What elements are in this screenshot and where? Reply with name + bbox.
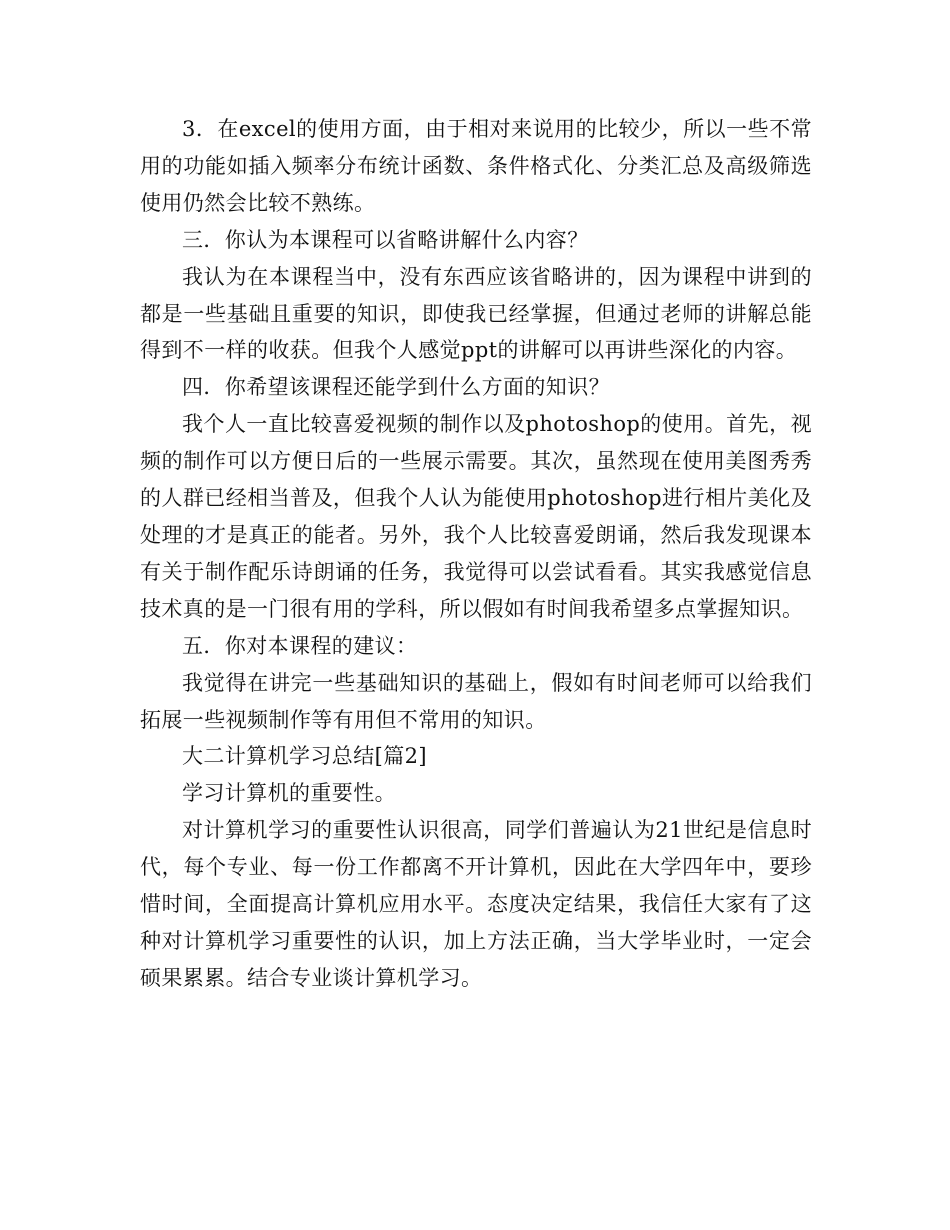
document-body [140,111,812,997]
section-title-part-two: 大二计算机学习总结[篇2] [182,744,427,769]
heading-question-three: 三．你认为本课程可以省略讲解什么内容？ [182,227,589,252]
paragraph-answer-four: 我个人一直比较喜爱视频的制作以及photoshop的使用。首先，视频的制作可以方便日后的一些展示需要。其次，虽然现在使用美图秀秀的人群已经相当普及，但我个人认为能使用photoshop进行相片美化及处理的才是真正的能者。另外，我个人比较喜爱朗诵，然后我发现课本有关于制作配乐诗朗诵的任务，我觉得可以尝试看看。其实我感觉信息技术真的是一门很有用的学科，所以假如有时间我希望多点掌握知识。 [140,412,812,621]
paragraph-answer-five: 我觉得在讲完一些基础知识的基础上，假如有时间老师可以给我们拓展一些视频制作等有用但不常用的知识。 [140,670,812,732]
paragraph-importance: 对计算机学习的重要性认识很高，同学们普遍认为21世纪是信息时代，每个专业、每一份工作都离不开计算机，因此在大学四年中，要珍惜时间，全面提高计算机应用水平。态度决定结果，我信任大家有了这种对计算机学习重要性的认识，加上方法正确，当大学毕业时，一定会硕果累累。结合专业谈计算机学习。 [140,818,812,990]
heading-question-five: 五．你对本课程的建议： [182,633,418,658]
subheading-importance: 学习计算机的重要性。 [182,781,396,806]
paragraph-excel-usage: 3．在excel的使用方面，由于相对来说用的比较少，所以一些不常用的功能如插入频率分布统计函数、条件格式化、分类汇总及高级筛选使用仍然会比较不熟练。 [140,117,812,215]
heading-question-four: 四．你希望该课程还能学到什么方面的知识？ [182,375,610,400]
paragraph-answer-three: 我认为在本课程当中，没有东西应该省略讲的，因为课程中讲到的都是一些基础且重要的知识，即使我已经掌握，但通过老师的讲解总能得到不一样的收获。但我个人感觉ppt的讲解可以再讲些深化的内容。 [140,264,812,363]
